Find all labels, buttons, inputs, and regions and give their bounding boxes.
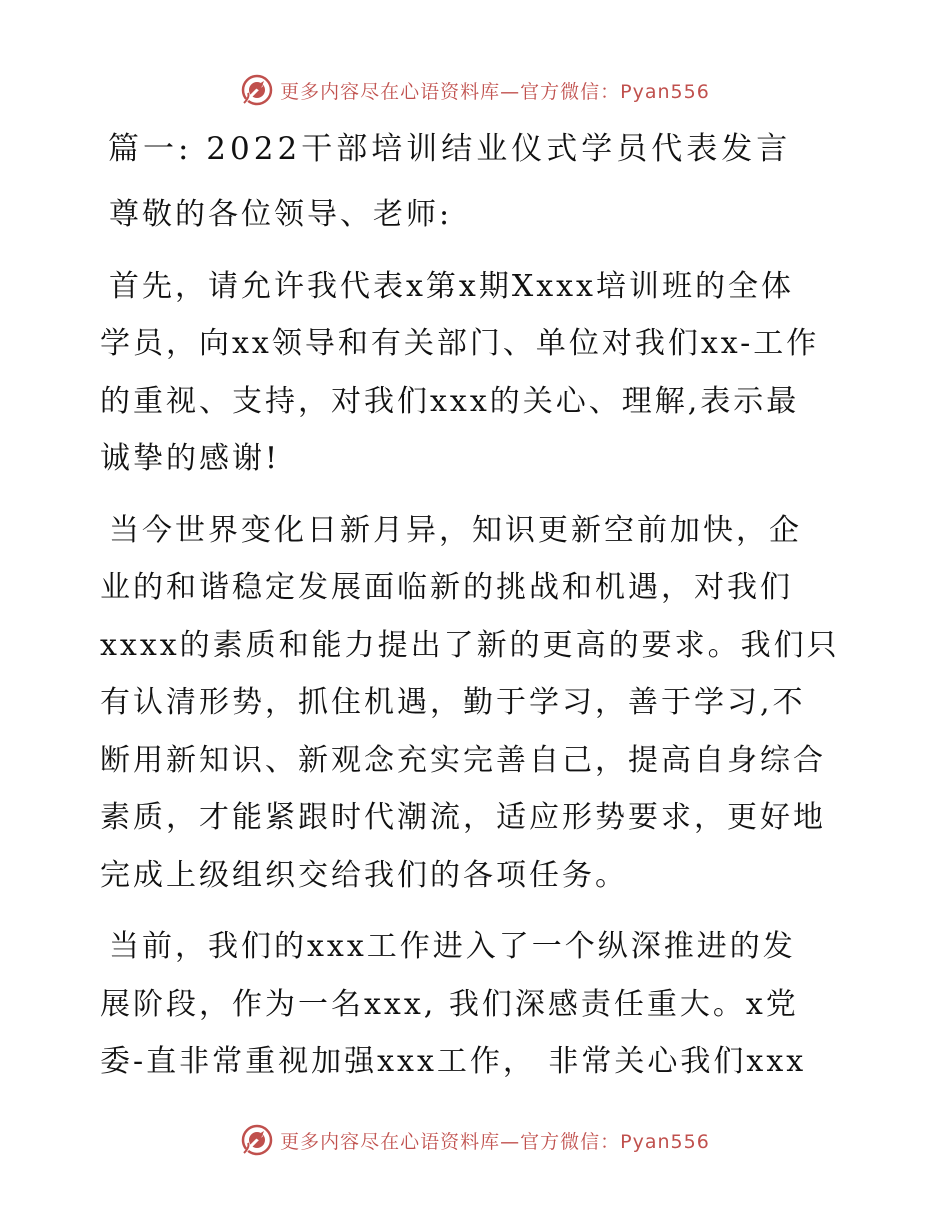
paragraph-line: 尊敬的各位领导、老师:: [109, 197, 453, 232]
watermark-banner-top: [0, 70, 950, 110]
paragraph-line: 展阶段，作为一名xxx, 我们深感责任重大。x党: [100, 986, 799, 1022]
body-paragraph: [100, 502, 860, 905]
brand-logo-icon: [240, 73, 274, 107]
paragraph-line: 诚挚的感谢!: [100, 441, 281, 476]
watermark-wechat: 官方微信：Pyan556: [520, 80, 710, 103]
salutation-paragraph: [100, 186, 860, 244]
watermark-wechat: 官方微信：Pyan556: [520, 1130, 710, 1153]
document-heading: 篇一: 2022干部培训结业仪式学员代表发言: [108, 131, 792, 167]
document-body: [100, 120, 860, 1105]
paragraph-line: 业的和谐稳定发展面临新的挑战和机遇，对我们: [100, 570, 793, 605]
watermark-separator: —: [500, 1130, 521, 1153]
body-paragraph: [100, 258, 860, 488]
paragraph-line: 委-直非常重视加强xxx工作， 非常关心我们xxx: [100, 1044, 807, 1079]
watermark-separator: —: [500, 80, 521, 103]
paragraph-line: xxxx的素质和能力提出了新的更高的要求。我们只: [100, 627, 840, 663]
paragraph-line: 当今世界变化日新月异，知识更新空前加快，企: [109, 512, 802, 548]
paragraph-line: 断用新知识、新观念充实完善自己，提高自身综合: [100, 742, 826, 778]
paragraph-line: 的重视、支持，对我们xxx的关心、理解,表示最: [100, 383, 800, 419]
watermark-text: 更多内容尽在心语资料库: [280, 80, 501, 103]
paragraph-line: 完成上级组织交给我们的各项任务。: [100, 857, 628, 893]
watermark-banner-bottom: [0, 1120, 950, 1160]
paragraph-line: 有认清形势，抓住机遇，勤于学习，善于学习,不: [100, 685, 806, 720]
paragraph-line: 素质，才能紧跟时代潮流，适应形势要求，更好地: [100, 800, 826, 835]
paragraph-line: 当前，我们的xxx工作进入了一个纵深推进的发: [109, 929, 796, 964]
body-paragraph: [100, 918, 860, 1091]
paragraph-line: 学员，向xx领导和有关部门、单位对我们xx-工作: [100, 326, 820, 361]
watermark-text: 更多内容尽在心语资料库: [280, 1130, 501, 1153]
brand-logo-icon: [240, 1123, 274, 1157]
paragraph-line: 首先，请允许我代表x第x期Xxxx培训班的全体: [109, 268, 794, 304]
